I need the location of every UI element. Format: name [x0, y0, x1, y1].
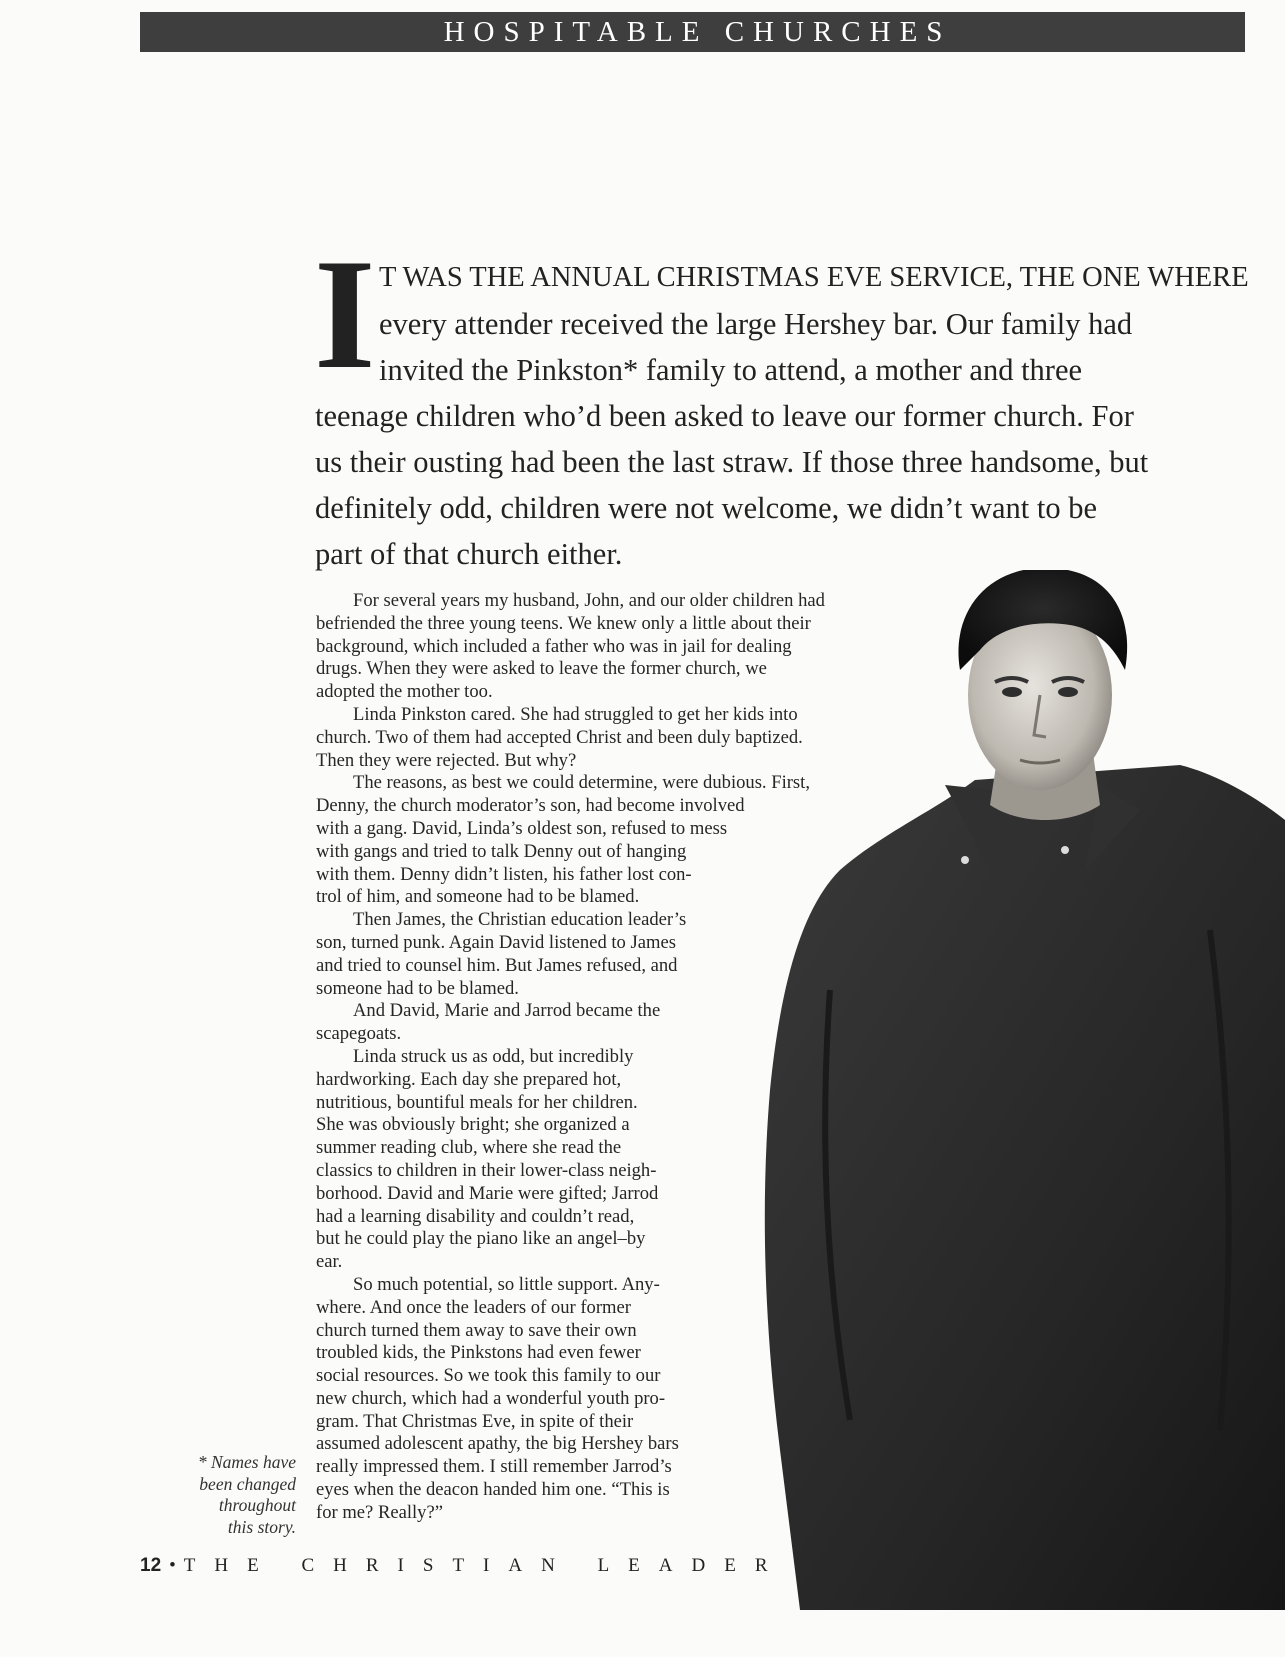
- footnote-line: * Names have: [197, 1452, 296, 1472]
- body-line: So much potential, so little support. Any-: [353, 1273, 660, 1295]
- body-line: adopted the mother too.: [316, 681, 493, 703]
- body-line: summer reading club, where she read the: [316, 1137, 622, 1159]
- lede-line: us their ousting had been the last straw. If those three handsome, but: [315, 445, 1149, 479]
- body-line: drugs. When they were asked to leave the former church, we: [316, 658, 767, 680]
- body-line: really impressed them. I still remember Jarrod’s: [316, 1456, 672, 1478]
- body-line: assumed adolescent apathy, the big Hershey bars: [316, 1433, 679, 1455]
- body-line: hardworking. Each day she prepared hot,: [316, 1068, 622, 1090]
- body-line: with a gang. David, Linda’s oldest son, refused to mess: [316, 817, 728, 839]
- footnote-line: throughout: [218, 1495, 296, 1515]
- body-line: son, turned punk. Again David listened to James: [316, 931, 676, 953]
- body-line: but he could play the piano like an angel–by: [316, 1228, 646, 1250]
- lede-line: every attender received the large Hershey bar. Our family had: [379, 307, 1133, 341]
- body-line: troubled kids, the Pinkstons had even fewer: [316, 1342, 641, 1364]
- body-line: new church, which had a wonderful youth pro-: [316, 1387, 666, 1409]
- body-line: nutritious, bountiful meals for her children.: [316, 1091, 638, 1113]
- body-line: social resources. So we took this family to our: [316, 1365, 661, 1387]
- body-line: eyes when the deacon handed him one. “This is: [316, 1479, 670, 1501]
- body-line: with them. Denny didn’t listen, his father lost con-: [316, 863, 692, 885]
- body-line: background, which included a father who was in jail for dealing: [316, 635, 792, 657]
- section-title: HOSPITABLE CHURCHES: [443, 15, 952, 48]
- body-line: Then James, the Christian education leader’s: [353, 909, 687, 931]
- body-line: borhood. David and Marie were gifted; Jarrod: [316, 1182, 659, 1204]
- footnote-line: this story.: [227, 1516, 296, 1537]
- body-line: Linda Pinkston cared. She had struggled to get her kids into: [353, 703, 798, 725]
- body-line: someone had to be blamed.: [316, 977, 519, 999]
- body-line: Linda struck us as odd, but incredibly: [353, 1045, 634, 1067]
- footnote-line: been changed: [199, 1473, 296, 1494]
- page-footer: [140, 1555, 787, 1577]
- lede-line: definitely odd, children were not welcome, we didn’t want to be: [315, 491, 1098, 525]
- names-changed-footnote: [150, 1452, 296, 1538]
- body-line: ear.: [316, 1251, 343, 1273]
- body-line: She was obviously bright; she organized a: [316, 1114, 630, 1136]
- body-line: church. Two of them had accepted Christ and been duly baptized.: [316, 726, 803, 748]
- body-line: and tried to counsel him. But James refused, and: [316, 954, 678, 976]
- section-header-bar: [140, 12, 1245, 52]
- body-line: had a learning disability and couldn’t read,: [316, 1205, 635, 1227]
- body-line: And David, Marie and Jarrod became the: [353, 1000, 661, 1022]
- lede-paragraph: [315, 255, 1249, 577]
- body-line: for me? Really?”: [316, 1501, 443, 1523]
- body-line: gram. That Christmas Eve, in spite of their: [316, 1410, 634, 1432]
- body-line: scapegoats.: [316, 1023, 402, 1045]
- body-line: For several years my husband, John, and our older children had: [353, 590, 825, 611]
- footer-separator: •: [169, 1555, 176, 1576]
- lede-line: part of that church either.: [315, 537, 623, 571]
- body-line: befriended the three young teens. We knew only a little about their: [316, 612, 811, 634]
- lede-line: teenage children who’d been asked to leave our former church. For: [315, 399, 1134, 433]
- body-line: Denny, the church moderator’s son, had become involved: [316, 795, 745, 817]
- teen-portrait-photo: [740, 570, 1285, 1620]
- page-number: 12: [140, 1555, 162, 1576]
- magazine-name: THE CHRISTIAN LEADER: [183, 1555, 787, 1576]
- body-line: where. And once the leaders of our former: [316, 1296, 631, 1318]
- body-line: church turned them away to save their own: [316, 1319, 637, 1341]
- lede-line: invited the Pinkston* family to attend, a mother and three: [379, 353, 1083, 387]
- body-line: classics to children in their lower-class neigh-: [316, 1159, 657, 1181]
- body-line: The reasons, as best we could determine, were dubious. First,: [353, 772, 810, 794]
- body-line: Then they were rejected. But why?: [316, 749, 577, 771]
- body-line: trol of him, and someone had to be blamed.: [316, 886, 640, 908]
- lede-line: T WAS THE ANNUAL CHRISTMAS EVE SERVICE, THE ONE WHERE: [379, 262, 1249, 293]
- body-line: with gangs and tried to talk Denny out of hanging: [316, 840, 687, 862]
- drop-cap: I: [314, 227, 376, 402]
